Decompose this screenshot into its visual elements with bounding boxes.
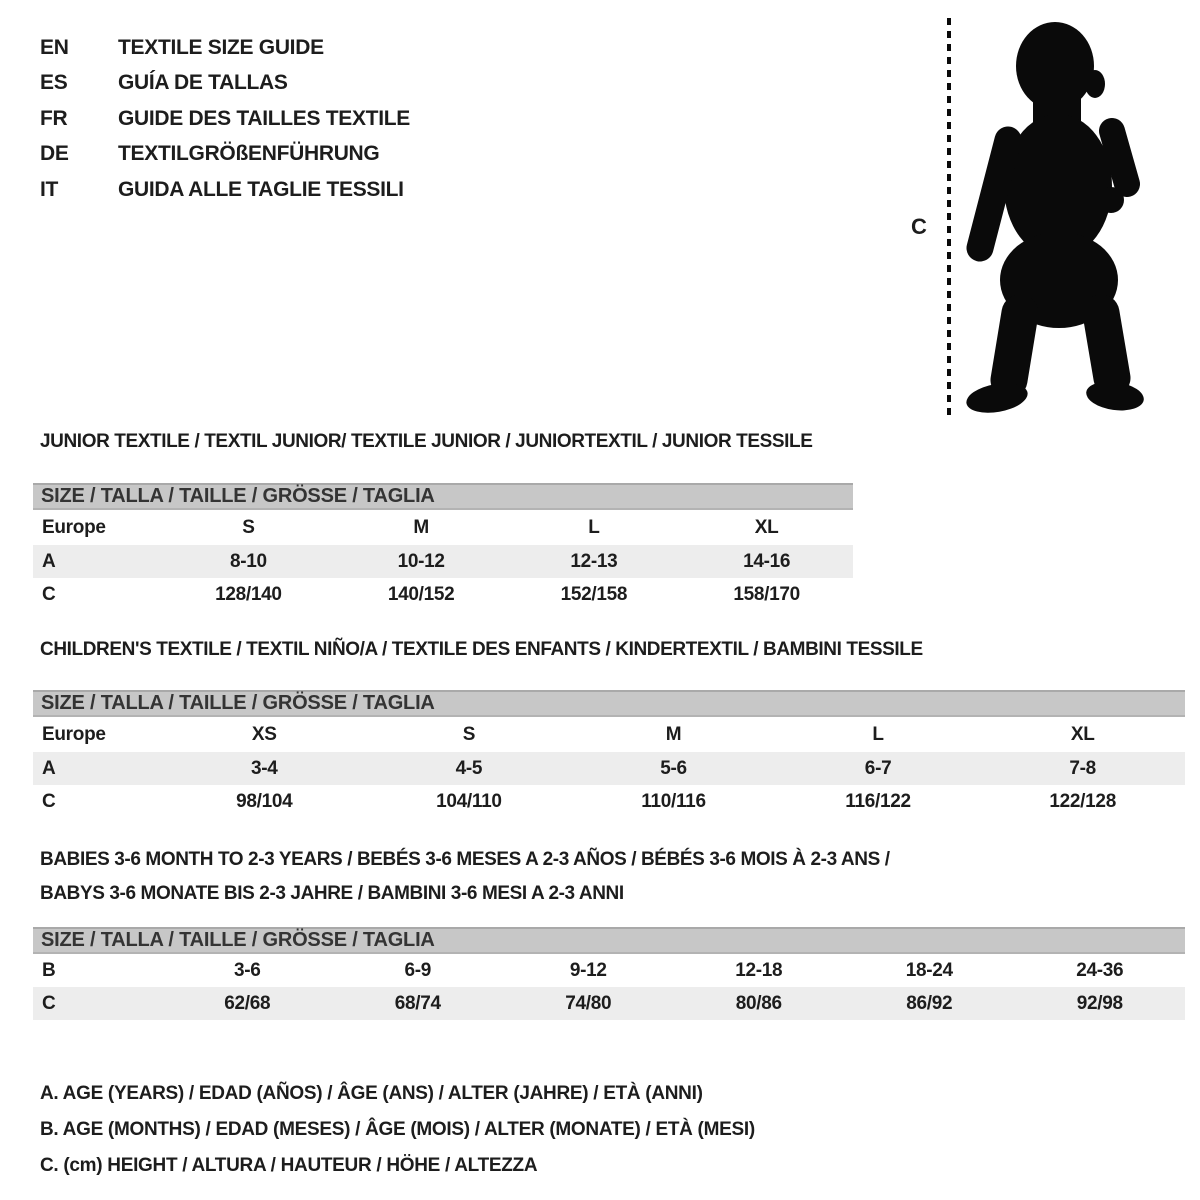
row-label: Europe xyxy=(42,723,106,745)
table-row xyxy=(33,954,1185,987)
language-row xyxy=(40,172,410,208)
row-label: Europe xyxy=(42,516,106,538)
language-title: TEXTILE SIZE GUIDE xyxy=(118,35,324,59)
size-value: 6-7 xyxy=(864,757,892,779)
language-title: TEXTILGRÖßENFÜHRUNG xyxy=(118,142,380,166)
table-row xyxy=(33,752,1185,785)
size-value: 4-5 xyxy=(455,757,483,779)
column-header: XL xyxy=(754,516,779,538)
size-value: 10-12 xyxy=(397,550,445,572)
size-table xyxy=(33,510,853,611)
size-table-wrap xyxy=(33,927,1185,1020)
language-title: GUÍA DE TALLAS xyxy=(118,71,288,95)
size-table-wrap xyxy=(33,483,853,611)
size-value: 6-9 xyxy=(404,959,432,981)
section-junior-textile xyxy=(33,430,853,611)
row-label: C xyxy=(42,790,56,812)
size-value: 74/80 xyxy=(565,992,612,1014)
language-row xyxy=(40,101,410,137)
table-row xyxy=(33,717,1185,752)
size-value: 104/110 xyxy=(436,790,502,812)
size-value: 8-10 xyxy=(229,550,267,572)
section-childrens-textile xyxy=(33,638,1185,818)
language-code: ES xyxy=(40,71,68,95)
size-value: 18-24 xyxy=(905,959,953,981)
size-value: 110/116 xyxy=(641,790,706,812)
language-code: IT xyxy=(40,177,59,201)
row-label: A xyxy=(42,550,56,572)
column-header: L xyxy=(872,723,884,745)
size-value: 128/140 xyxy=(215,583,282,605)
column-header: M xyxy=(665,723,682,745)
size-value: 62/68 xyxy=(224,992,271,1014)
size-value: 12-18 xyxy=(735,959,783,981)
size-value: 122/128 xyxy=(1049,790,1116,812)
legend-line-c: C. (cm) HEIGHT / ALTURA / HAUTEUR / HÖHE / ALTEZZA xyxy=(40,1155,538,1176)
column-header: XS xyxy=(251,723,277,745)
language-row xyxy=(40,30,410,66)
table-row xyxy=(33,987,1185,1020)
language-row xyxy=(40,66,410,102)
size-table xyxy=(33,717,1185,818)
size-value: 152/158 xyxy=(560,583,628,605)
size-value: 3-4 xyxy=(251,757,278,779)
size-header-bar xyxy=(33,690,1185,717)
legend-line-a: A. AGE (YEARS) / EDAD (AÑOS) / ÂGE (ANS) / ALTER (JAHRE) / ETÀ (ANNI) xyxy=(40,1083,703,1104)
size-value: 14-16 xyxy=(743,550,791,572)
column-header: M xyxy=(413,516,429,538)
table-row xyxy=(33,545,853,578)
size-value: 24-36 xyxy=(1076,959,1124,981)
size-value: 7-8 xyxy=(1069,757,1096,779)
figure-height-diagram xyxy=(905,12,1195,424)
row-label: C xyxy=(42,992,56,1014)
row-label: A xyxy=(42,757,56,779)
size-value: 92/98 xyxy=(1076,992,1123,1014)
size-value: 158/170 xyxy=(733,583,800,605)
section-babies-textile xyxy=(33,843,1185,1020)
section-title: JUNIOR TEXTILE / TEXTIL JUNIOR/ TEXTILE JUNIOR / JUNIORTEXTIL / JUNIOR TESSILE xyxy=(40,431,813,452)
table-row xyxy=(33,510,853,545)
section-title: CHILDREN'S TEXTILE / TEXTIL NIÑO/A / TEXTILE DES ENFANTS / KINDERTEXTIL / BAMBINI TESSILE xyxy=(40,639,923,660)
size-header-bar xyxy=(33,927,1185,954)
row-label: C xyxy=(42,583,56,605)
language-title-list xyxy=(40,30,410,208)
language-row xyxy=(40,137,410,173)
size-value: 80/86 xyxy=(735,992,782,1014)
legend xyxy=(40,1076,755,1184)
size-header-label: SIZE / TALLA / TAILLE / GRÖSSE / TAGLIA xyxy=(41,929,435,951)
size-header-bar xyxy=(33,483,853,510)
height-marker-label: C xyxy=(911,214,927,239)
column-header: S xyxy=(462,723,476,745)
size-value: 3-6 xyxy=(233,959,261,981)
size-table-wrap xyxy=(33,690,1185,818)
size-value: 140/152 xyxy=(387,583,455,605)
column-header: L xyxy=(588,516,600,538)
size-value: 86/92 xyxy=(906,992,953,1014)
size-value: 5-6 xyxy=(660,757,687,779)
table-row xyxy=(33,785,1185,818)
size-value: 9-12 xyxy=(569,959,607,981)
table-row xyxy=(33,578,853,611)
language-title: GUIDA ALLE TAGLIE TESSILI xyxy=(118,177,404,201)
language-title: GUIDE DES TAILLES TEXTILE xyxy=(118,106,410,130)
row-label: B xyxy=(42,959,56,981)
size-value: 116/122 xyxy=(845,790,911,812)
section-title: BABIES 3-6 MONTH TO 2-3 YEARS / BEBÉS 3-6 MESES A 2-3 AÑOS / BÉBÉS 3-6 MOIS À 2-3 ANS / BABYS 3-6 MONATE BIS 2-3 JAHRE / BAMBINI 3-6 MESI A 2-3 ANNI xyxy=(40,849,890,904)
size-value: 98/104 xyxy=(236,790,293,812)
language-code: DE xyxy=(40,142,69,166)
column-header: XL xyxy=(1070,723,1095,745)
toddler-silhouette-icon xyxy=(955,18,1155,422)
size-table xyxy=(33,954,1185,1020)
height-measure-dashed-line xyxy=(947,18,951,418)
size-value: 68/74 xyxy=(394,992,441,1014)
size-header-label: SIZE / TALLA / TAILLE / GRÖSSE / TAGLIA xyxy=(41,692,435,714)
size-header-label: SIZE / TALLA / TAILLE / GRÖSSE / TAGLIA xyxy=(41,485,435,507)
column-header: S xyxy=(242,516,255,538)
language-code: FR xyxy=(40,106,68,130)
legend-line-b: B. AGE (MONTHS) / EDAD (MESES) / ÂGE (MOIS) / ALTER (MONATE) / ETÀ (MESI) xyxy=(40,1119,755,1140)
size-value: 12-13 xyxy=(570,550,618,572)
language-code: EN xyxy=(40,35,69,59)
